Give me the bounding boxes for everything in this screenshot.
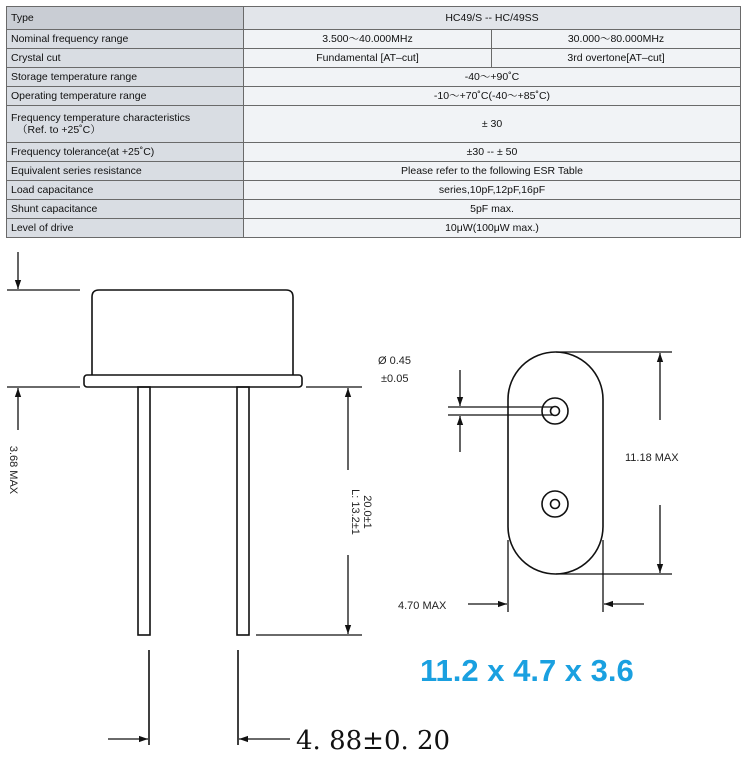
row-value: 3.500～40.000MHz [244, 30, 492, 49]
lead-right [237, 387, 249, 635]
pad-bottom-inner [551, 500, 560, 509]
height-dimension-label: 3.68 MAX [7, 445, 19, 495]
type-value: HC49/S -- HC/49SS [244, 7, 741, 30]
crystal-side-view [84, 290, 302, 745]
row-value: -40～+90˚C [244, 68, 741, 87]
row-value: series,10pF,12pF,16pF [244, 181, 741, 200]
row-value: ± 30 [244, 106, 741, 143]
crystal-bottom-view [508, 352, 603, 574]
row-label: Frequency tolerance(at +25˚C) [7, 143, 244, 162]
lead-length-label-2: 20.0±1 [361, 495, 373, 529]
pad-top-inner [551, 407, 560, 416]
pad-top-outer [542, 398, 568, 424]
row-label: Crystal cut [7, 49, 244, 68]
row-label: Equivalent series resistance [7, 162, 244, 181]
row-value: -10～+70˚C(-40～+85˚C) [244, 87, 741, 106]
package-size-label: 11.2 x 4.7 x 3.6 [420, 653, 634, 688]
side-view-dimensions [7, 252, 362, 739]
row-label: Operating temperature range [7, 87, 244, 106]
pad-bottom-outer [542, 491, 568, 517]
pitch-dimension-label: 4. 88±0. 20 [296, 726, 451, 756]
lead-diameter-label-2: ±0.05 [381, 373, 409, 385]
row-value: 10μW(100μW max.) [244, 219, 741, 238]
row-value: Please refer to the following ESR Table [244, 162, 741, 181]
crystal-can-body [92, 290, 293, 375]
row-label: Level of drive [7, 219, 244, 238]
row-label-line1: Frequency temperature characteristics [11, 112, 191, 124]
row-label: Nominal frequency range [7, 30, 244, 49]
row-label: Load capacitance [7, 181, 244, 200]
row-label: Storage temperature range [7, 68, 244, 87]
lead-left [138, 387, 150, 635]
lead-length-label-1: L: 13.2±1 [349, 489, 361, 535]
crystal-base-outline [508, 352, 603, 574]
row-label: Shunt capacitance [7, 200, 244, 219]
row-value: 5pF max. [244, 200, 741, 219]
lead-diameter-label-1: Ø 0.45 [378, 355, 412, 367]
row-value: Fundamental [AT–cut] [244, 49, 492, 68]
row-label-line2: （Ref. to +25˚C） [17, 124, 101, 136]
row-value: 3rd overtone[AT–cut] [492, 49, 741, 68]
row-value: ±30 -- ± 50 [244, 143, 741, 162]
crystal-base-flange [84, 375, 302, 387]
row-value: 30.000～80.000MHz [492, 30, 741, 49]
type-label: Type [7, 7, 244, 30]
bottom-view-dimensions [448, 352, 672, 612]
body-width-label: 4.70 MAX [398, 600, 447, 612]
body-length-label: 11.18 MAX [625, 452, 679, 464]
